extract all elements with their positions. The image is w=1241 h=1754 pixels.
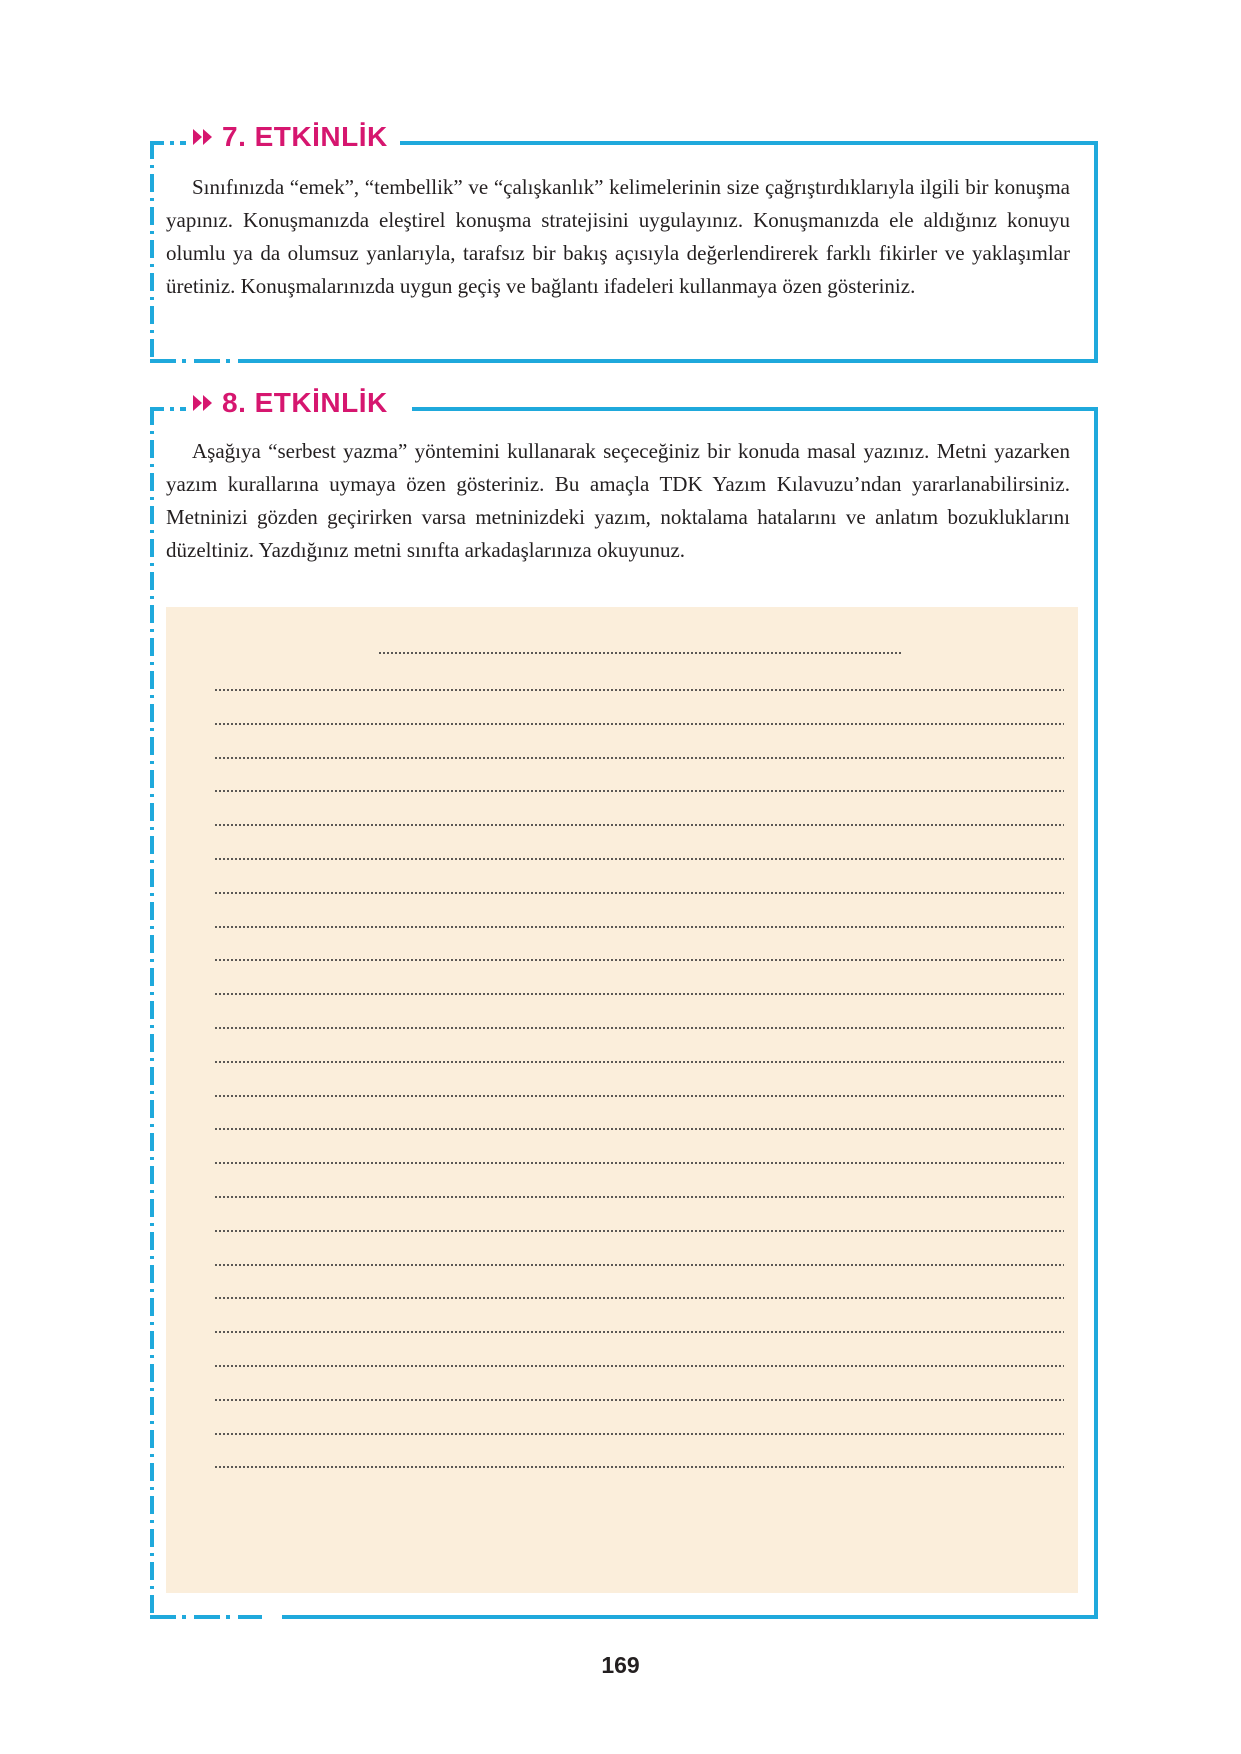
writing-line[interactable] xyxy=(214,1128,1064,1130)
writing-line[interactable] xyxy=(214,757,1064,759)
page-number: 169 xyxy=(601,1652,640,1678)
writing-line[interactable] xyxy=(214,1331,1064,1333)
writing-line[interactable] xyxy=(214,723,1064,725)
writing-line[interactable] xyxy=(214,1162,1064,1164)
writing-line[interactable] xyxy=(214,824,1064,826)
writing-line[interactable] xyxy=(214,993,1064,995)
writing-line[interactable] xyxy=(214,1399,1064,1401)
writing-line[interactable] xyxy=(214,1095,1064,1097)
writing-line[interactable] xyxy=(214,689,1064,691)
title-writing-line[interactable] xyxy=(378,652,903,654)
activity-8-title: 8. ETKİNLİK xyxy=(222,387,388,418)
activity-7-heading xyxy=(186,121,400,153)
writing-line[interactable] xyxy=(214,858,1064,860)
writing-line[interactable] xyxy=(214,790,1064,792)
writing-line[interactable] xyxy=(214,926,1064,928)
box-border-bottom xyxy=(282,1615,1098,1619)
writing-line[interactable] xyxy=(214,959,1064,961)
box-border-left-dashed xyxy=(150,141,154,363)
activity-7-text: Sınıfınızda “emek”, “tembellik” ve “çalışkanlık” kelimelerinin size çağrıştırdıklarıyla ilgili bir konuşma yapınız. Konuşmanızda eleştirel konuşma stratejisini uygulayınız. Konuşmanızda ele aldığınız konuyu olumlu ya da olumsuz yanlarıyla, tarafsız bir bakış açısıyla değerlendirerek farklı fikirler ve yaklaşımlar üretiniz. Konuşmalarınızda uygun geçiş ve bağlantı ifadeleri kullanmaya özen gösteriniz. xyxy=(166,175,1070,298)
activity-7-title: 7. ETKİNLİK xyxy=(222,121,388,152)
writing-line[interactable] xyxy=(214,892,1064,894)
writing-line[interactable] xyxy=(214,1466,1064,1468)
writing-line[interactable] xyxy=(214,1230,1064,1232)
writing-line[interactable] xyxy=(214,1264,1064,1266)
box-border-left-dashed xyxy=(150,407,154,1619)
writing-line[interactable] xyxy=(214,1297,1064,1299)
activity-8-heading xyxy=(186,387,400,419)
box-corner-dash xyxy=(150,359,262,363)
box-border-top xyxy=(380,141,1098,145)
double-arrow-icon xyxy=(192,394,214,412)
box-border-right xyxy=(1094,407,1098,1619)
activity-8-text: Aşağıya “serbest yazma” yöntemini kullanarak seçeceğiniz bir konuda masal yazınız. Metni yazarken yazım kurallarına uymaya özen gösteriniz. Bu amaçla TDK Yazım Kılavuzu’ndan yararlanabilirsiniz. Metninizi gözden geçirirken varsa metninizdeki yazım, noktalama hatalarını ve anlatım bozukluklarını düzeltiniz. Yazdığınız metni sınıfta arkadaşlarınıza okuyunuz. xyxy=(166,439,1070,562)
box-border-top xyxy=(412,407,1098,411)
box-border-right xyxy=(1094,141,1098,363)
writing-line[interactable] xyxy=(214,1196,1064,1198)
writing-line[interactable] xyxy=(214,1365,1064,1367)
box-border-bottom xyxy=(262,359,1098,363)
activity-7-box xyxy=(150,121,1098,363)
activity-8-box xyxy=(150,387,1098,1619)
box-corner-dash xyxy=(150,1615,262,1619)
double-arrow-icon xyxy=(192,128,214,146)
writing-line[interactable] xyxy=(214,1433,1064,1435)
writing-line[interactable] xyxy=(214,1027,1064,1029)
writing-line[interactable] xyxy=(214,1061,1064,1063)
writing-area[interactable] xyxy=(166,607,1078,1593)
